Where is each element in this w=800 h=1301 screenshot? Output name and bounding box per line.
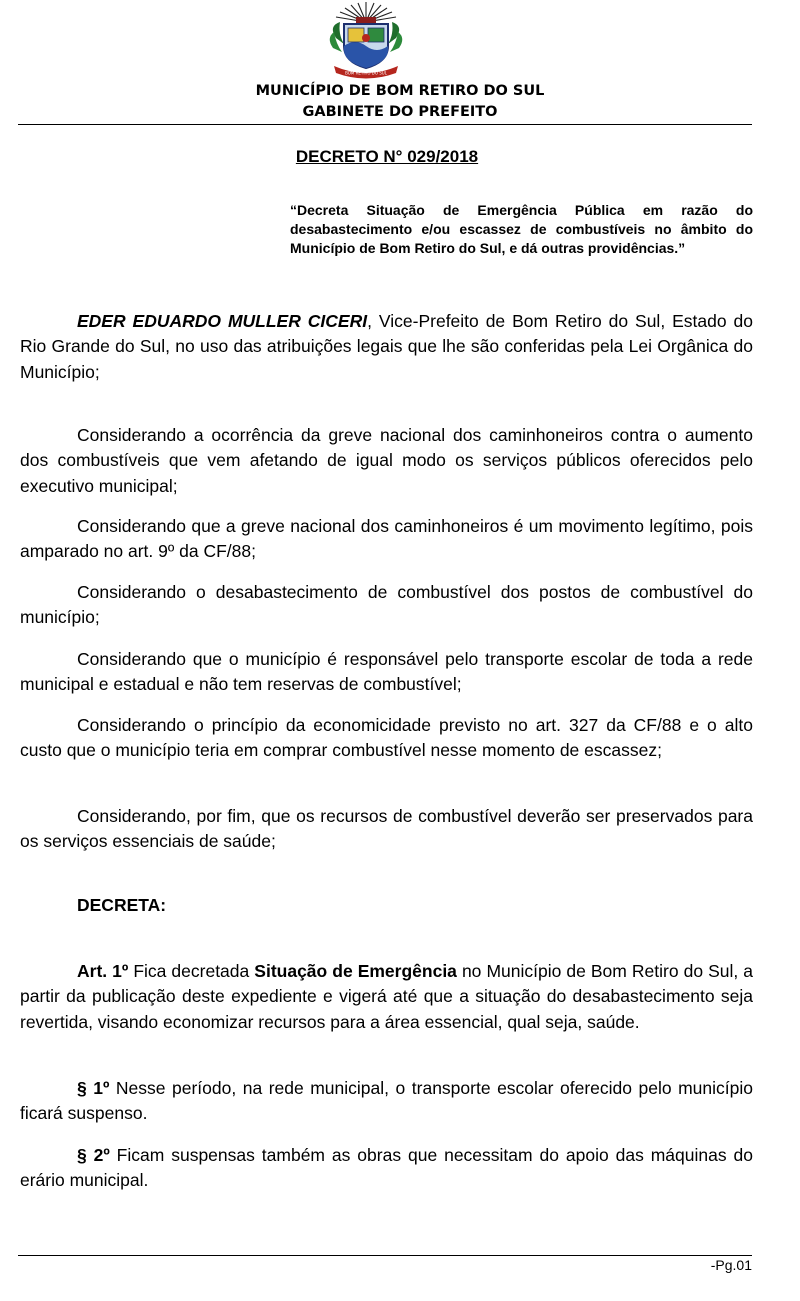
emergency-highlight: Situação de Emergência	[254, 961, 457, 981]
paragraph-1	[20, 1076, 753, 1127]
decreta-heading: DECRETA:	[77, 895, 167, 915]
paragraph-2	[20, 1143, 753, 1194]
considerando-paragraph: Considerando, por fim, que os recursos de combustível deverão ser preservados para os serviços essenciais de saúde;	[20, 806, 753, 852]
considerando-paragraph: Considerando o desabastecimento de combustível dos postos de combustível do município;	[20, 582, 753, 628]
considerando-paragraph: Considerando o princípio da economicidade previsto no art. 327 da CF/88 e o alto custo que o município teria em comprar combustível nesse momento de escassez;	[20, 715, 753, 761]
footer-divider	[18, 1255, 752, 1256]
page-number: -Pg.01	[710, 1257, 752, 1273]
decree-title: DECRETO N° 029/2018	[295, 147, 479, 166]
article-1	[20, 959, 753, 1035]
paragraph-1-label: § 1º	[77, 1078, 110, 1098]
considerando-paragraph: Considerando a ocorrência da greve nacional dos caminhoneiros contra o aumento dos combustíveis que vem afetando de igual modo os serviços públicos oferecidos pelo executivo municipal;	[20, 425, 753, 496]
considerando-paragraph: Considerando que o município é responsável pelo transporte escolar de toda a rede municipal e estadual e não tem reservas de combustível;	[20, 649, 753, 695]
header-divider	[18, 124, 752, 125]
considerando-paragraph: Considerando que a greve nacional dos caminhoneiros é um movimento legítimo, pois amparado no art. 9º da CF/88;	[20, 516, 753, 562]
svg-text:BOM RETIRO DO SUL: BOM RETIRO DO SUL	[345, 70, 387, 76]
decree-summary: “Decreta Situação de Emergência Pública em razão do desabastecimento e/ou escassez de combustíveis no âmbito do Município de Bom Retiro do Sul, e dá outras providências.”	[290, 202, 753, 256]
municipal-crest-logo	[318, 0, 414, 82]
paragraph-2-text: Ficam suspensas também as obras que necessitam do apoio das máquinas do erário municipal.	[20, 1145, 753, 1191]
paragraph-1-text: Nesse período, na rede municipal, o transporte escolar oferecido pelo município ficará suspenso.	[20, 1078, 753, 1124]
article-1-label: Art. 1º	[77, 961, 129, 981]
article-1-text: Fica decretada	[128, 961, 255, 981]
article-1-text: no Município de Bom Retiro do Sul, a partir da publicação deste expediente e vigerá até que a situação do desabastecimento seja revertida, visando economizar recursos para a área essencial, qual seja, saúde.	[20, 961, 753, 1032]
office-name: GABINETE DO PREFEITO	[302, 104, 498, 120]
preamble-paragraph	[20, 309, 753, 385]
paragraph-2-label: § 2º	[77, 1145, 110, 1165]
preamble-text: , Vice-Prefeito de Bom Retiro do Sul, Estado do Rio Grande do Sul, no uso das atribuições legais que lhe são conferidas pela Lei Orgânica do Município;	[20, 311, 753, 382]
municipality-name: MUNICÍPIO DE BOM RETIRO DO SUL	[255, 83, 545, 99]
vice-mayor-name: EDER EDUARDO MULLER CICERI	[77, 311, 368, 331]
